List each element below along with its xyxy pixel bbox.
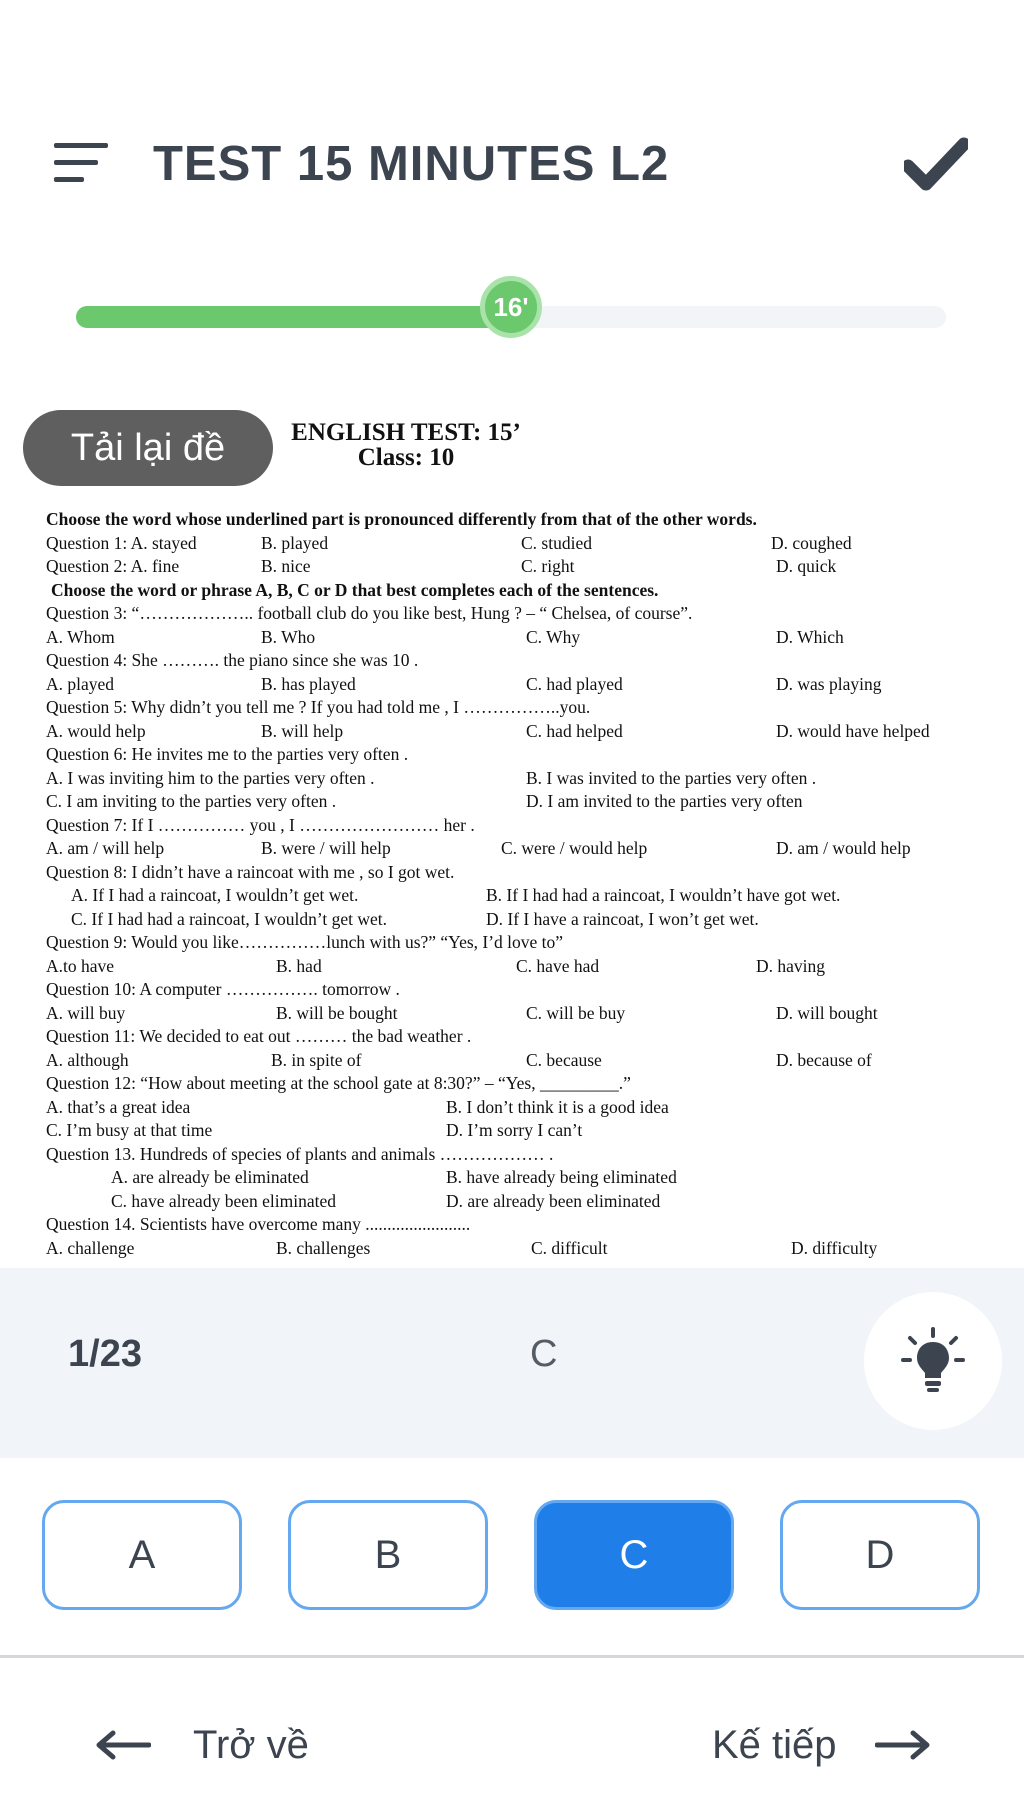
document-text: D. If I have a raincoat, I won’t get wet. bbox=[486, 908, 759, 929]
document-text: B. will help bbox=[261, 720, 344, 741]
document-text: A. am / will help bbox=[46, 838, 165, 858]
document-text: B. in spite of bbox=[271, 1049, 362, 1070]
test-document bbox=[46, 420, 986, 1270]
document-text: Question 7: If I …………… you , I …………………… her . bbox=[46, 814, 475, 835]
question-counter: 1/23 bbox=[68, 1333, 142, 1375]
document-line bbox=[46, 767, 986, 791]
document-text: A. will buy bbox=[46, 1002, 126, 1023]
document-text: Question 9: Would you like……………lunch with us?” “Yes, I’d love to” bbox=[46, 932, 564, 952]
header bbox=[0, 110, 1024, 220]
document-text: C. I’m busy at that time bbox=[46, 1120, 213, 1140]
document-line bbox=[46, 790, 986, 814]
next-button[interactable] bbox=[712, 1710, 931, 1780]
document-text: D. would have helped bbox=[776, 720, 930, 741]
document-line bbox=[46, 508, 986, 532]
document-line bbox=[46, 931, 986, 955]
document-line bbox=[46, 1072, 986, 1096]
timer-knob bbox=[480, 276, 542, 338]
document-line bbox=[46, 555, 986, 579]
document-text: Question 5: Why didn’t you tell me ? If you had told me , I ……………..you. bbox=[46, 697, 591, 717]
document-text: C. had played bbox=[526, 673, 623, 694]
document-text: B. If I had had a raincoat, I wouldn’t have got wet. bbox=[486, 885, 841, 905]
document-text: A. Whom bbox=[46, 626, 115, 647]
document-text: Question 8: I didn’t have a raincoat with me , so I got wet. bbox=[46, 861, 455, 882]
document-text: Choose the word or phrase A, B, C or D that best completes each of the sentences. bbox=[51, 579, 659, 600]
document-line bbox=[46, 673, 986, 697]
document-line bbox=[46, 696, 986, 720]
document-text: B. nice bbox=[261, 556, 311, 576]
document-text: B. played bbox=[261, 532, 329, 553]
document-text: D. was playing bbox=[776, 673, 882, 694]
check-icon[interactable] bbox=[904, 136, 968, 192]
document-line bbox=[46, 955, 986, 979]
document-line bbox=[46, 884, 986, 908]
document-text: B. were / will help bbox=[261, 838, 391, 858]
document-text: A. are already be eliminated bbox=[111, 1167, 309, 1187]
document-text: D. difficulty bbox=[791, 1237, 878, 1258]
document-text: A. although bbox=[46, 1049, 129, 1070]
divider bbox=[0, 1655, 1024, 1658]
hint-button[interactable] bbox=[864, 1292, 1002, 1430]
document-text: B. has played bbox=[261, 673, 356, 694]
document-text: D. am / would help bbox=[776, 838, 911, 858]
document-text: A. If I had a raincoat, I wouldn’t get wet. bbox=[71, 885, 359, 905]
option-d-button[interactable]: D bbox=[780, 1500, 980, 1610]
menu-icon[interactable] bbox=[54, 143, 110, 183]
document-line bbox=[46, 602, 986, 626]
document-line bbox=[46, 1025, 986, 1049]
document-line bbox=[46, 1096, 986, 1120]
timer-label: 16' bbox=[493, 291, 529, 322]
document-line bbox=[46, 649, 986, 673]
back-button[interactable] bbox=[95, 1710, 309, 1780]
document-text: D. Which bbox=[776, 626, 844, 647]
document-line bbox=[46, 743, 986, 767]
document-text: Question 11: We decided to eat out ……… the bad weather . bbox=[46, 1026, 472, 1046]
selected-answer: C bbox=[530, 1333, 558, 1375]
document-text: C. had helped bbox=[526, 720, 623, 741]
document-line bbox=[46, 1237, 986, 1261]
option-c-button[interactable]: C bbox=[534, 1500, 734, 1610]
document-text: B. Who bbox=[261, 626, 316, 647]
document-line bbox=[46, 532, 986, 556]
page-title: TEST 15 MINUTES L2 bbox=[153, 137, 670, 191]
document-header bbox=[156, 420, 656, 470]
document-text: A. I was inviting him to the parties very often . bbox=[46, 767, 375, 788]
document-text: C. If I had had a raincoat, I wouldn’t get wet. bbox=[71, 908, 388, 929]
timer-bar bbox=[76, 291, 946, 328]
document-text: D. quick bbox=[776, 556, 837, 576]
document-text: D. I’m sorry I can’t bbox=[446, 1120, 583, 1140]
document-text: C. will be buy bbox=[526, 1002, 626, 1023]
document-text: Question 13. Hundreds of species of plants and animals ……………… . bbox=[46, 1143, 554, 1164]
reload-test-button[interactable]: Tải lại đề bbox=[23, 410, 273, 486]
document-text: Question 12: “How about meeting at the school gate at 8:30?” – “Yes, _________.” bbox=[46, 1073, 631, 1093]
document-text: A. that’s a great idea bbox=[46, 1096, 191, 1117]
document-line bbox=[46, 1049, 986, 1073]
document-text: Question 1: A. stayed bbox=[46, 532, 197, 553]
document-text: A. would help bbox=[46, 720, 146, 741]
document-text: C. studied bbox=[521, 532, 592, 553]
document-line bbox=[46, 837, 986, 861]
document-text: Choose the word whose underlined part is pronounced differently from that of the other words. bbox=[46, 509, 757, 529]
document-line bbox=[46, 978, 986, 1002]
timer-fill bbox=[76, 306, 511, 328]
document-text: B. will be bought bbox=[276, 1002, 398, 1023]
document-text: D. because of bbox=[776, 1049, 872, 1070]
document-text: A. played bbox=[46, 673, 115, 694]
document-text: C. Why bbox=[526, 626, 581, 647]
document-text: D. I am invited to the parties very often bbox=[526, 791, 803, 811]
document-text: B. had bbox=[276, 955, 322, 976]
document-line bbox=[46, 1213, 986, 1237]
document-line bbox=[46, 1166, 986, 1190]
document-line bbox=[46, 1002, 986, 1026]
option-b-button[interactable]: B bbox=[288, 1500, 488, 1610]
lightbulb-icon bbox=[864, 1292, 1002, 1430]
document-line bbox=[46, 1143, 986, 1167]
document-text: Question 4: She ………. the piano since she was 10 . bbox=[46, 650, 419, 670]
document-text: Question 2: A. fine bbox=[46, 556, 180, 576]
document-text: C. have had bbox=[516, 955, 600, 976]
document-line bbox=[46, 579, 986, 603]
document-text: C. I am inviting to the parties very often . bbox=[46, 791, 337, 811]
document-line bbox=[46, 908, 986, 932]
document-text: C. have already been eliminated bbox=[111, 1190, 336, 1211]
document-text: C. right bbox=[521, 556, 575, 576]
document-line bbox=[46, 720, 986, 744]
document-text: A.to have bbox=[46, 955, 115, 976]
document-text: B. I was invited to the parties very often . bbox=[526, 767, 817, 788]
next-label: Kế tiếp bbox=[712, 1722, 837, 1767]
document-line bbox=[46, 1190, 986, 1214]
arrow-right-icon bbox=[875, 1730, 931, 1760]
document-text: Question 3: “……………….. football club do you like best, Hung ? – “ Chelsea, of course”. bbox=[46, 603, 693, 623]
document-text: Question 6: He invites me to the parties very often . bbox=[46, 744, 409, 764]
option-a-button[interactable]: A bbox=[42, 1500, 242, 1610]
document-text: D. having bbox=[756, 955, 826, 976]
document-text: Question 14. Scientists have overcome many ........................ bbox=[46, 1214, 471, 1234]
answer-bar bbox=[0, 1268, 1024, 1458]
document-text: B. challenges bbox=[276, 1237, 371, 1258]
document-line bbox=[46, 861, 986, 885]
document-text: Question 10: A computer ……………. tomorrow . bbox=[46, 979, 400, 999]
document-text: D. are already been eliminated bbox=[446, 1190, 661, 1211]
back-label: Trở về bbox=[193, 1722, 309, 1767]
document-text: B. have already being eliminated bbox=[446, 1167, 677, 1187]
document-text: D. coughed bbox=[771, 532, 852, 553]
arrow-left-icon bbox=[95, 1730, 151, 1760]
document-text: C. because bbox=[526, 1049, 602, 1070]
document-text: C. difficult bbox=[531, 1237, 608, 1258]
document-body bbox=[46, 508, 986, 1260]
document-line bbox=[46, 1119, 986, 1143]
document-text: A. challenge bbox=[46, 1237, 135, 1258]
document-text: D. will bought bbox=[776, 1002, 878, 1023]
answer-options bbox=[0, 1500, 1024, 1612]
document-title: ENGLISH TEST: 15’ bbox=[291, 420, 521, 446]
document-text: B. I don’t think it is a good idea bbox=[446, 1096, 669, 1117]
document-class: Class: 10 bbox=[357, 444, 455, 471]
document-line bbox=[46, 814, 986, 838]
document-line bbox=[46, 626, 986, 650]
document-text: C. were / would help bbox=[501, 838, 648, 858]
